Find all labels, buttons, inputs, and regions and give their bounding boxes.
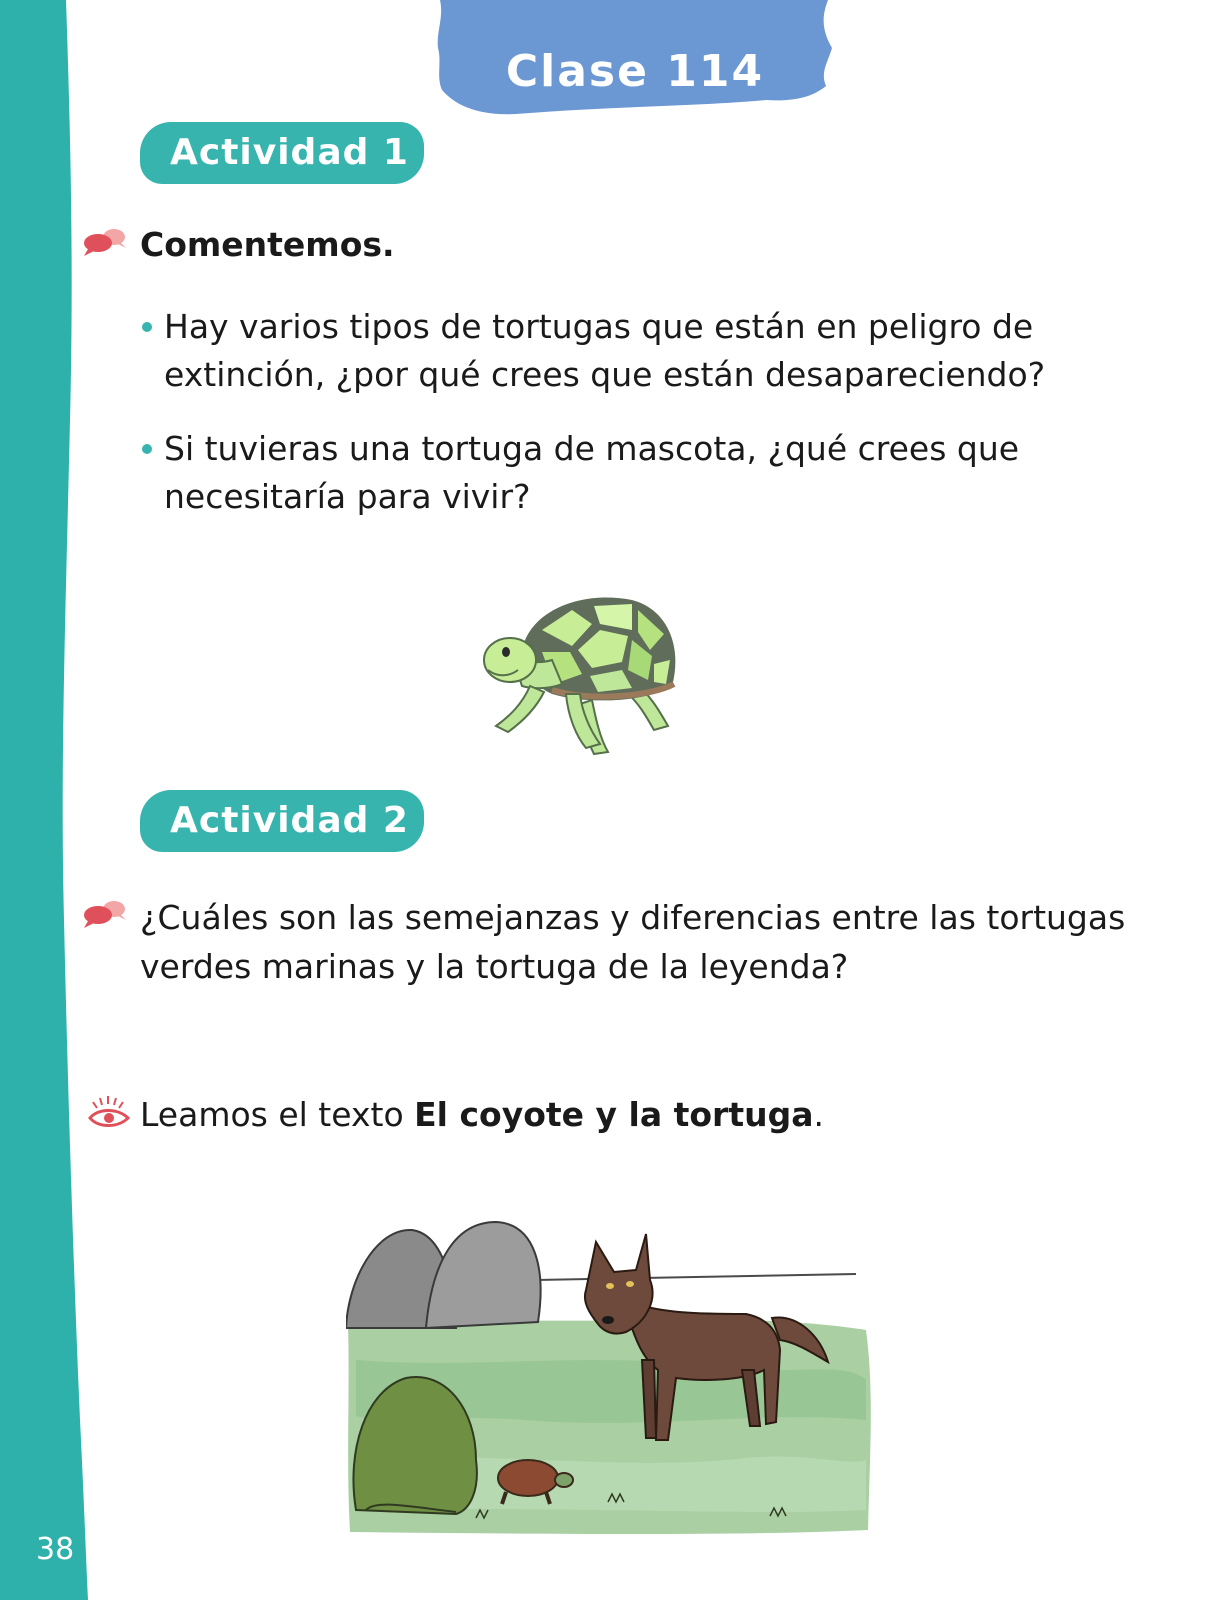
comentemos-heading: Comentemos. (140, 225, 395, 264)
read-prefix: Leamos el texto (140, 1095, 415, 1134)
read-title: El coyote y la tortuga (414, 1095, 814, 1134)
speech-bubbles-icon (82, 898, 128, 930)
question-line-1: ¿Cuáles son las semejanzas y diferencias entre las tortugas (140, 898, 1126, 937)
eye-icon (88, 1096, 130, 1130)
page-number: 38 (36, 1532, 75, 1567)
bullet-2-line-1: Si tuvieras una tortuga de mascota, ¿qué crees que (164, 429, 1020, 468)
activity-1-label: Actividad 1 (140, 122, 424, 184)
clase-title: Clase 114 (505, 46, 765, 97)
read-suffix: . (813, 1095, 824, 1134)
bullet-1-line-1: Hay varios tipos de tortugas que están en peligro de (164, 307, 1034, 346)
bullet-dot (142, 322, 152, 332)
tortoise-illustration (482, 590, 692, 760)
bullet-2-line-2: necesitaría para vivir? (164, 477, 531, 516)
activity-2-label: Actividad 2 (140, 790, 424, 852)
question-line-2: verdes marinas y la tortuga de la leyenda? (140, 947, 849, 986)
coyote-and-tortoise-illustration (346, 1210, 886, 1540)
bullet-1-line-2: extinción, ¿por qué crees que están desapareciendo? (164, 355, 1046, 394)
speech-bubbles-icon (82, 226, 128, 258)
read-instruction (140, 1090, 824, 1139)
bullet-dot (142, 444, 152, 454)
